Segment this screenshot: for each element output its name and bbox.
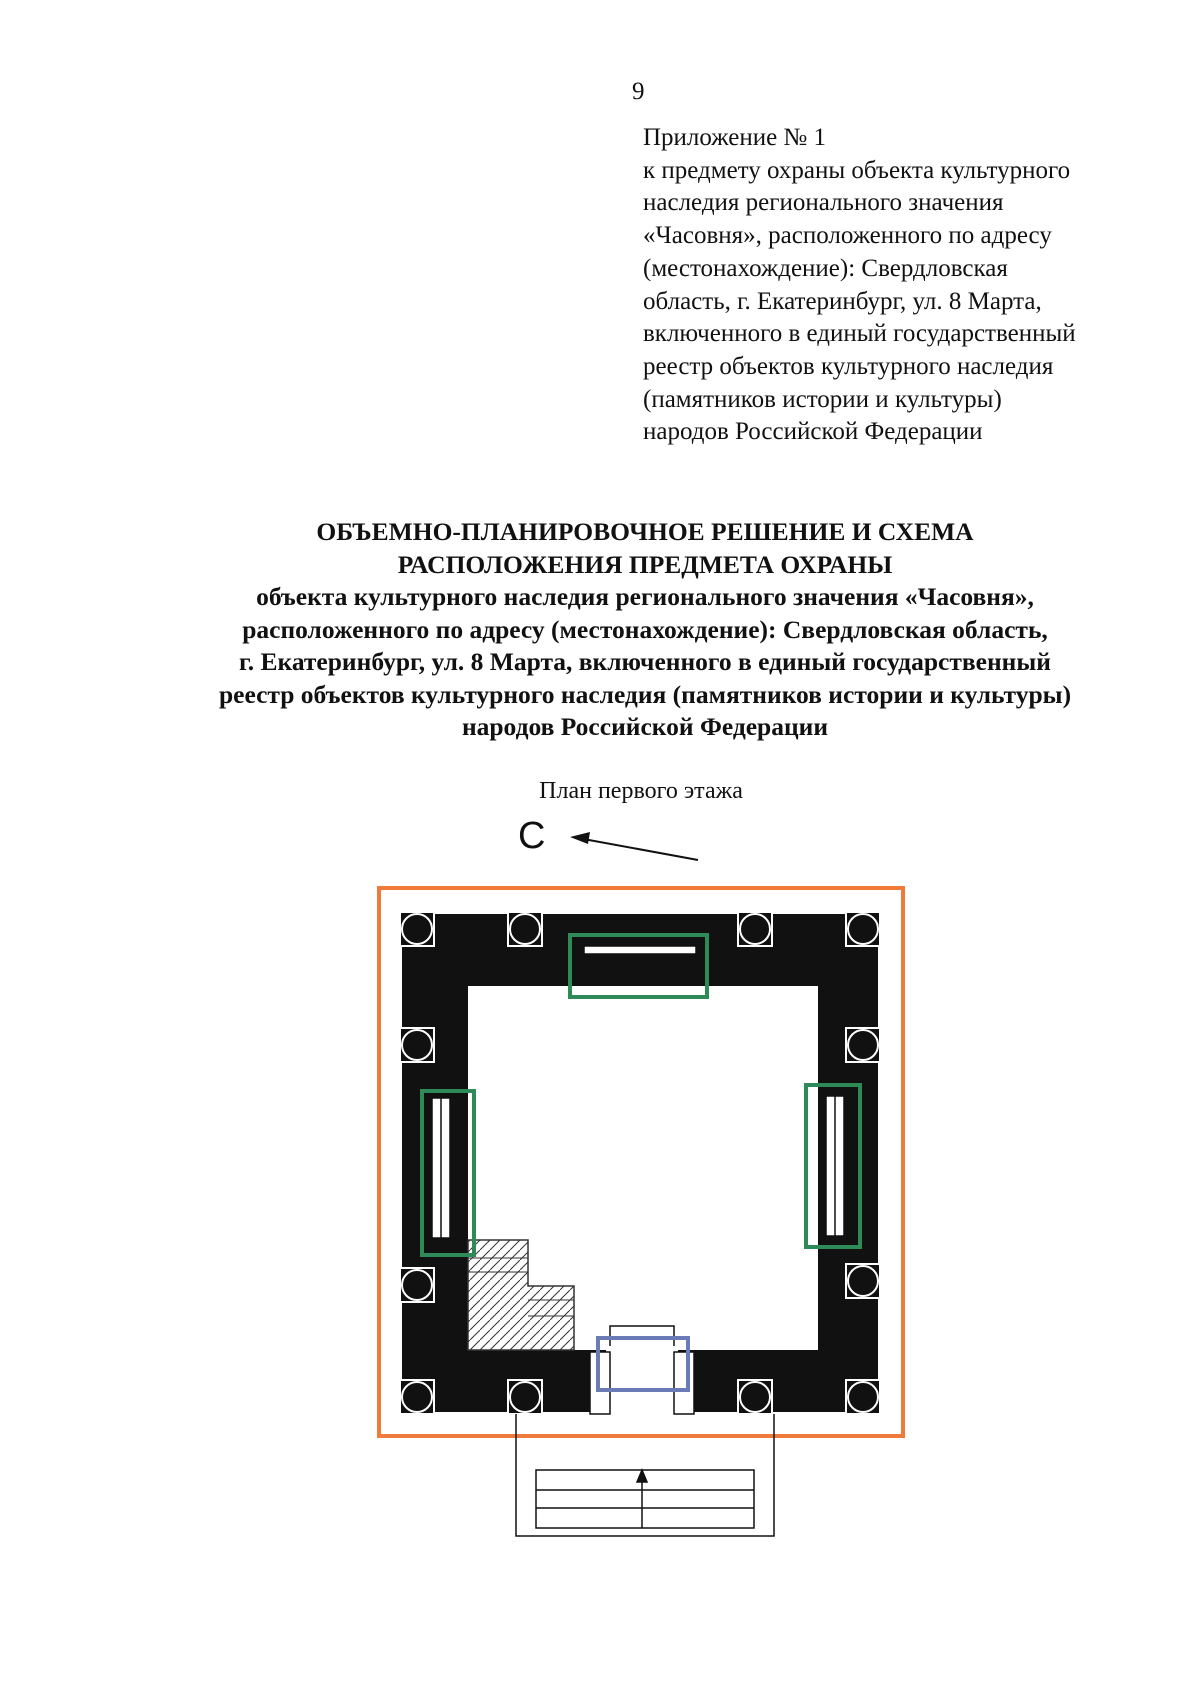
page-number: 9: [632, 78, 645, 105]
title-line: объекта культурного наследия регионального значения «Часовня»,: [256, 582, 1034, 611]
appendix-line: народов Российской Федерации: [643, 418, 983, 446]
appendix-line: к предмету охраны объекта культурного: [643, 156, 1071, 184]
appendix-line: включенного в единый государственный: [643, 320, 1076, 348]
title-line: расположенного по адресу (местонахождение): Свердловская область,: [242, 614, 1048, 644]
pillar: [508, 912, 542, 946]
pillar: [400, 912, 434, 946]
appendix-line: «Часовня», расположенного по адресу: [643, 222, 1052, 250]
appendix-line: реестр объектов культурного наследия: [643, 352, 1054, 380]
window-openings: [432, 946, 844, 1238]
title-line: реестр объектов культурного наследия (памятников истории и культуры): [218, 679, 1072, 709]
appendix-line: область, г. Екатеринбург, ул. 8 Марта,: [643, 287, 1042, 315]
appendix-line: наследия регионального значения: [643, 189, 1004, 217]
pillar: [738, 912, 772, 946]
pillar: [846, 1264, 880, 1298]
title-line: РАСПОЛОЖЕНИЯ ПРЕДМЕТА ОХРАНЫ: [397, 549, 893, 579]
pillar: [738, 1380, 772, 1414]
title-line: народов Российской Федерации: [461, 712, 829, 741]
pillar: [508, 1380, 542, 1414]
pillar: [846, 912, 880, 946]
appendix-line: Приложение № 1: [643, 124, 827, 151]
title-line: г. Екатеринбург, ул. 8 Марта, включенного в единый государственный: [239, 647, 1051, 676]
pillar: [400, 1268, 434, 1302]
stair: [468, 1240, 574, 1350]
plan-caption: План первого этажа: [539, 778, 743, 804]
appendix-line: (местонахождение): Свердловская: [643, 254, 1008, 282]
pillar: [846, 1028, 880, 1062]
pillar: [400, 1380, 434, 1414]
appendix-line: (памятников истории и культуры): [643, 385, 1002, 413]
porch: [516, 1414, 774, 1536]
pillar: [846, 1380, 880, 1414]
north-arrow-icon: [570, 832, 698, 860]
title-line: ОБЪЕМНО-ПЛАНИРОВОЧНОЕ РЕШЕНИЕ И СХЕМА: [316, 517, 974, 546]
north-label: С: [518, 815, 546, 857]
north-window: [584, 946, 696, 954]
pillar: [400, 1028, 434, 1062]
